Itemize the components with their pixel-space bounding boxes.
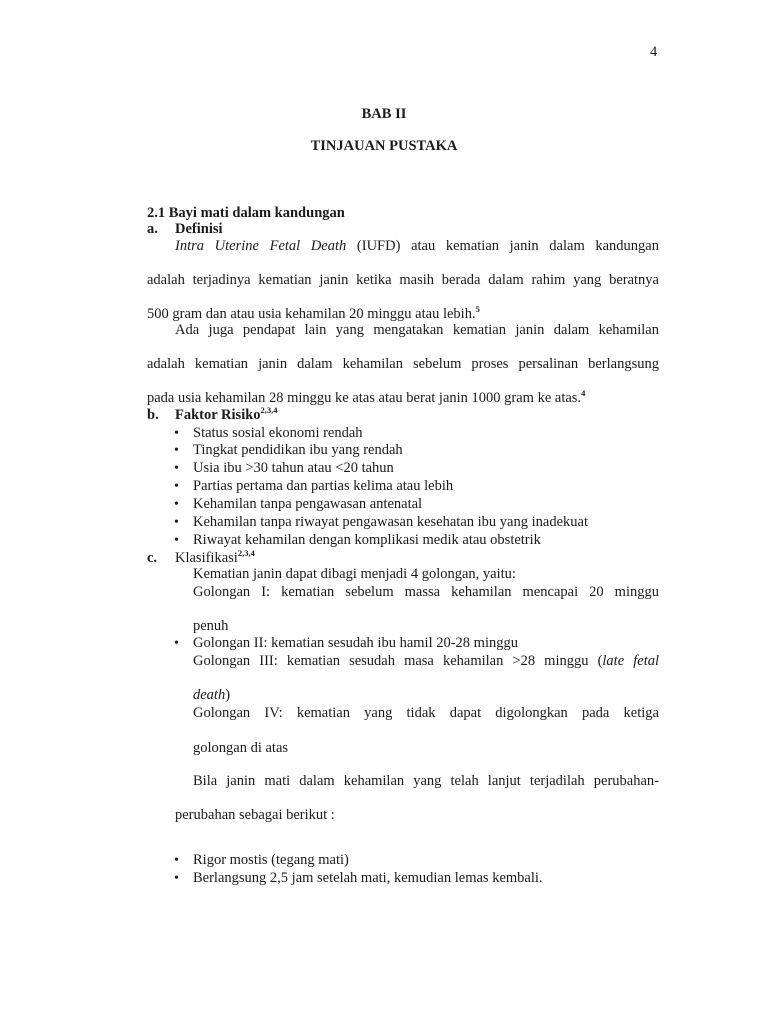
klasifikasi-marker: c. <box>147 550 158 566</box>
section-heading: 2.1 Bayi mati dalam kandungan <box>147 205 345 221</box>
faktor-item: • Riwayat kehamilan dengan komplikasi medik atau obstetrik <box>193 532 541 549</box>
definisi-heading: Definisi <box>175 221 223 237</box>
faktor-item: • Kehamilan tanpa riwayat pengawasan kesehatan ibu yang inadekuat <box>193 514 588 531</box>
definisi-p2-line3-text: pada usia kehamilan 28 minggu ke atas atau berat janin 1000 gram ke atas. <box>147 390 582 406</box>
chapter-label: BAB II <box>361 106 407 122</box>
golongan-3-close: ) <box>225 687 231 703</box>
definisi-p1-line1-rest: (IUFD) atau kematian janin dalam kandungan <box>346 238 659 254</box>
definisi-p2-line2: adalah kematian janin dalam kehamilan sebelum proses persalinan berlangsung <box>147 356 659 372</box>
faktor-item: • Kehamilan tanpa pengawasan antenatal <box>193 496 422 513</box>
reference-4: 4 <box>581 388 586 398</box>
perubahan-item: • Berlangsung 2,5 jam setelah mati, kemudian lemas kembali. <box>193 870 543 887</box>
faktor-item: • Usia ibu >30 tahun atau <20 tahun <box>193 460 394 477</box>
golongan-1-line2: penuh <box>193 618 229 634</box>
golongan-4-line1: • Golongan IV: kematian yang tidak dapat digolongkan pada ketiga <box>193 705 659 722</box>
faktor-marker: b. <box>147 407 159 423</box>
faktor-heading-text: Faktor Risiko <box>175 407 261 423</box>
definisi-p1-line1 <box>175 238 659 255</box>
iufd-term: Intra Uterine Fetal Death <box>175 238 347 254</box>
reference-5: 5 <box>475 304 480 314</box>
golongan-3-line1 <box>193 653 659 670</box>
golongan-3-italic-2: death <box>193 687 226 703</box>
golongan-4-line2: golongan di atas <box>193 740 289 756</box>
faktor-item: • Status sosial ekonomi rendah <box>193 425 363 442</box>
klasifikasi-heading-text: Klasifikasi <box>175 550 238 566</box>
klasifikasi-heading <box>175 550 255 567</box>
golongan-3-line2 <box>193 687 230 704</box>
klasifikasi-reference: 2,3,4 <box>237 548 255 558</box>
perubahan-line1: Bila janin mati dalam kehamilan yang telah lanjut terjadilah perubahan- <box>193 773 659 789</box>
perubahan-line2: perubahan sebagai berikut : <box>175 807 335 823</box>
definisi-p2-line3 <box>147 390 585 407</box>
definisi-marker: a. <box>147 221 158 237</box>
definisi-p1-line3 <box>147 306 480 323</box>
faktor-reference: 2,3,4 <box>260 405 278 415</box>
faktor-heading <box>175 407 278 424</box>
faktor-item: • Tingkat pendidikan ibu yang rendah <box>193 442 403 459</box>
golongan-1-line1: • Golongan I: kematian sebelum massa kehamilan mencapai 20 minggu <box>193 584 659 601</box>
faktor-item: • Partias pertama dan partias kelima atau lebih <box>193 478 453 495</box>
perubahan-item: • Rigor mostis (tegang mati) <box>193 852 349 869</box>
chapter-title: TINJAUAN PUSTAKA <box>310 138 458 154</box>
definisi-p1-line2: adalah terjadinya kematian janin ketika masih berada dalam rahim yang beratnya <box>147 272 659 288</box>
golongan-3-italic: late fetal <box>602 653 659 669</box>
klasifikasi-intro: Kematian janin dapat dibagi menjadi 4 golongan, yaitu: <box>193 566 516 582</box>
golongan-2: • Golongan II: kematian sesudah ibu hamil 20-28 minggu <box>193 635 518 652</box>
page-number: 4 <box>650 44 658 60</box>
definisi-p2-line1: Ada juga pendapat lain yang mengatakan kematian janin dalam kehamilan <box>175 322 659 338</box>
definisi-p1-line3-text: 500 gram dan atau usia kehamilan 20 minggu atau lebih. <box>147 306 476 322</box>
golongan-3-text: Golongan III: kematian sesudah masa kehamilan >28 minggu ( <box>193 653 603 669</box>
